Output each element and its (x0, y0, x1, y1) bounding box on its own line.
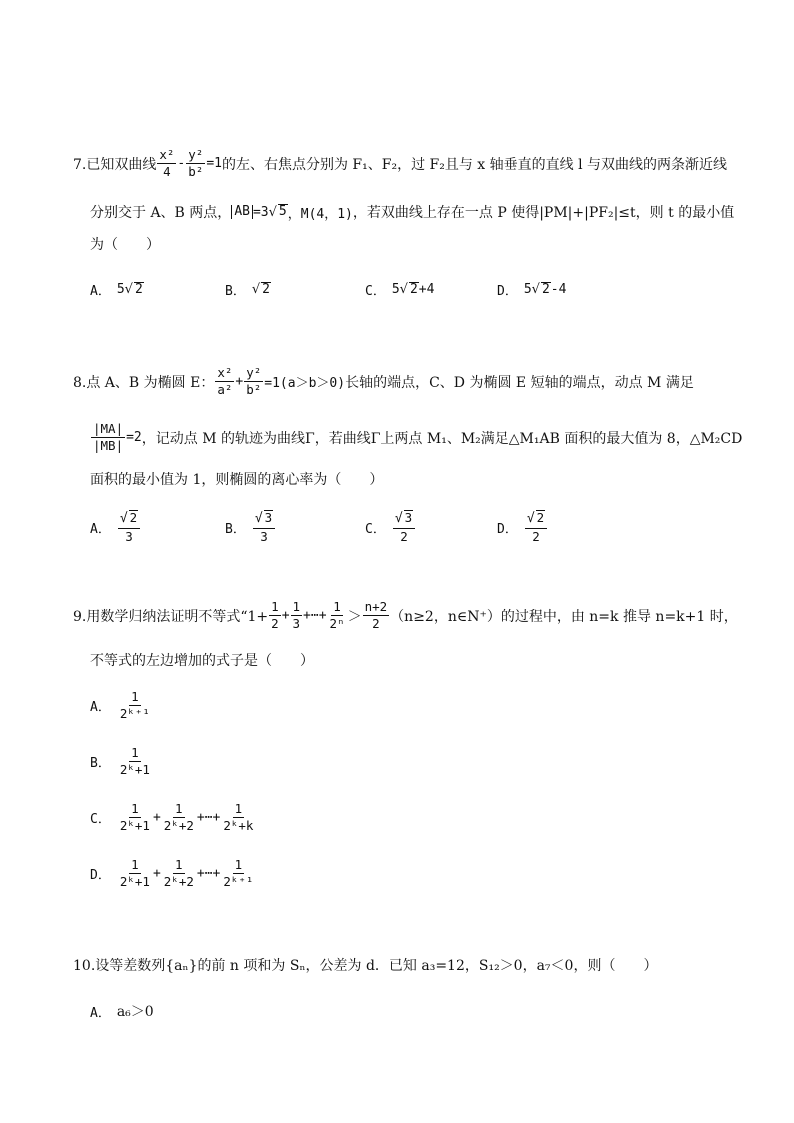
radical-icon: √ (268, 204, 277, 220)
q8-ratio-fraction: $\frac{|MA|}{|MB|}$ (93, 421, 124, 454)
q8-x-fraction: $\frac{\text{x²}}{\text{a²}}$ (217, 365, 233, 398)
q9-line2: 不等式的左边增加的式子是（ ） (90, 653, 314, 669)
q7-option-d: D． 5 √ 2 -4 (497, 281, 567, 299)
q7-ab-abs: AB (231, 205, 253, 219)
q8-line1: 8.点 A、B 为椭圆 E： $\frac{\text{x²}}{\text{a²}}$ + $\frac{\text{y²}}{\text{b²}}$ =1(a＞b＞0) 长轴的端点，C、D 为椭圆 E 短轴的端点，动点 M 满足 (73, 365, 694, 398)
q7-line3: 为（ ） (90, 237, 160, 253)
q7-option-a: A． 5 √ 2 (90, 281, 143, 299)
q7-line2: 分别交于 A、B 两点， AB =3 √ 5 ，M(4，1) ，若双曲线上存在一点 P 使得|PM|+|PF₂|≤t，则 t 的最小值 (90, 203, 735, 222)
q7-text1: 的左、右焦点分别为 F₁、F₂，过 F₂且与 x 轴垂直的直线 l 与双曲线的两条渐近线 (221, 156, 728, 173)
q7-prefix: 7.已知双曲线 (73, 156, 157, 173)
q10-option-a: A． a₆＞0 (90, 1004, 154, 1021)
q10-line1: 10.设等差数列{aₙ}的前 n 项和为 Sₙ，公差为 d．已知 a₃=12，S₁₂＞0，a₇＜0，则（ ） (73, 958, 658, 974)
q7-y-fraction: $\frac{\text{y²}}{\text{b²}}$ (188, 147, 204, 180)
q8-line2: $\frac{|MA|}{|MB|}$ =2 ，记动点 M 的轨迹为曲线Γ，若曲线Γ上两点 M₁、M₂满足△M₁AB 面积的最大值为 8，△M₂CD (93, 421, 743, 454)
q8-option-c: C． $\frac{√ 3}{2}$ (365, 510, 416, 544)
q8-option-d: D． $\frac{√ 2}{2}$ (497, 510, 548, 544)
q8-y-fraction: $\frac{\text{y²}}{\text{b²}}$ (246, 365, 262, 398)
q9-option-b: B． $\frac{1}{\text{2ᵏ+1}}$ (90, 745, 150, 778)
q7-x-fraction: $\frac{\text{x²}}{4}$ (159, 147, 175, 180)
q7-line1: 7.已知双曲线 $\frac{\text{x²}}{4}$ - $\frac{\text{y²}}{\text{b²}}$ =1 的左、右焦点分别为 F₁、F₂，过 F₂且与 x 轴垂直的直线 l 与双曲线的两条渐近线 (73, 147, 728, 180)
q9-line1: 9.用数学归纳法证明不等式“1+ $\frac{1}{2}$ + $\frac{1}{3}$ +⋯+ $\frac{1}{\text{2ⁿ}}$ ＞ $\frac{n+2}{2}$ （n≥2，n∈N⁺）的过程中，由 n=k 推导 n=k+1 时， (73, 599, 738, 632)
q8-option-a: A． $\frac{√ 2}{3}$ (90, 510, 141, 544)
q9-option-a: A． $\frac{1}{\text{2ᵏ⁺¹}}$ (90, 689, 150, 722)
q8-option-b: B． $\frac{√ 3}{3}$ (225, 510, 276, 544)
q7-option-c: C． 5 √ 2 +4 (365, 281, 435, 299)
q9-option-d: D． $\frac{1}{\text{2ᵏ+1}}$ + $\frac{1}{\text{2ᵏ+2}}$ +⋯+ $\frac{1}{\text{2ᵏ⁺¹}}$ (90, 857, 254, 890)
q8-line3: 面积的最小值为 1，则椭圆的离心率为（ ） (90, 472, 384, 488)
q9-option-c: C． $\frac{1}{\text{2ᵏ+1}}$ + $\frac{1}{\text{2ᵏ+2}}$ +⋯+ $\frac{1}{\text{2ᵏ+k}}$ (90, 801, 254, 834)
q7-option-b: B． √ 2 (225, 281, 270, 299)
